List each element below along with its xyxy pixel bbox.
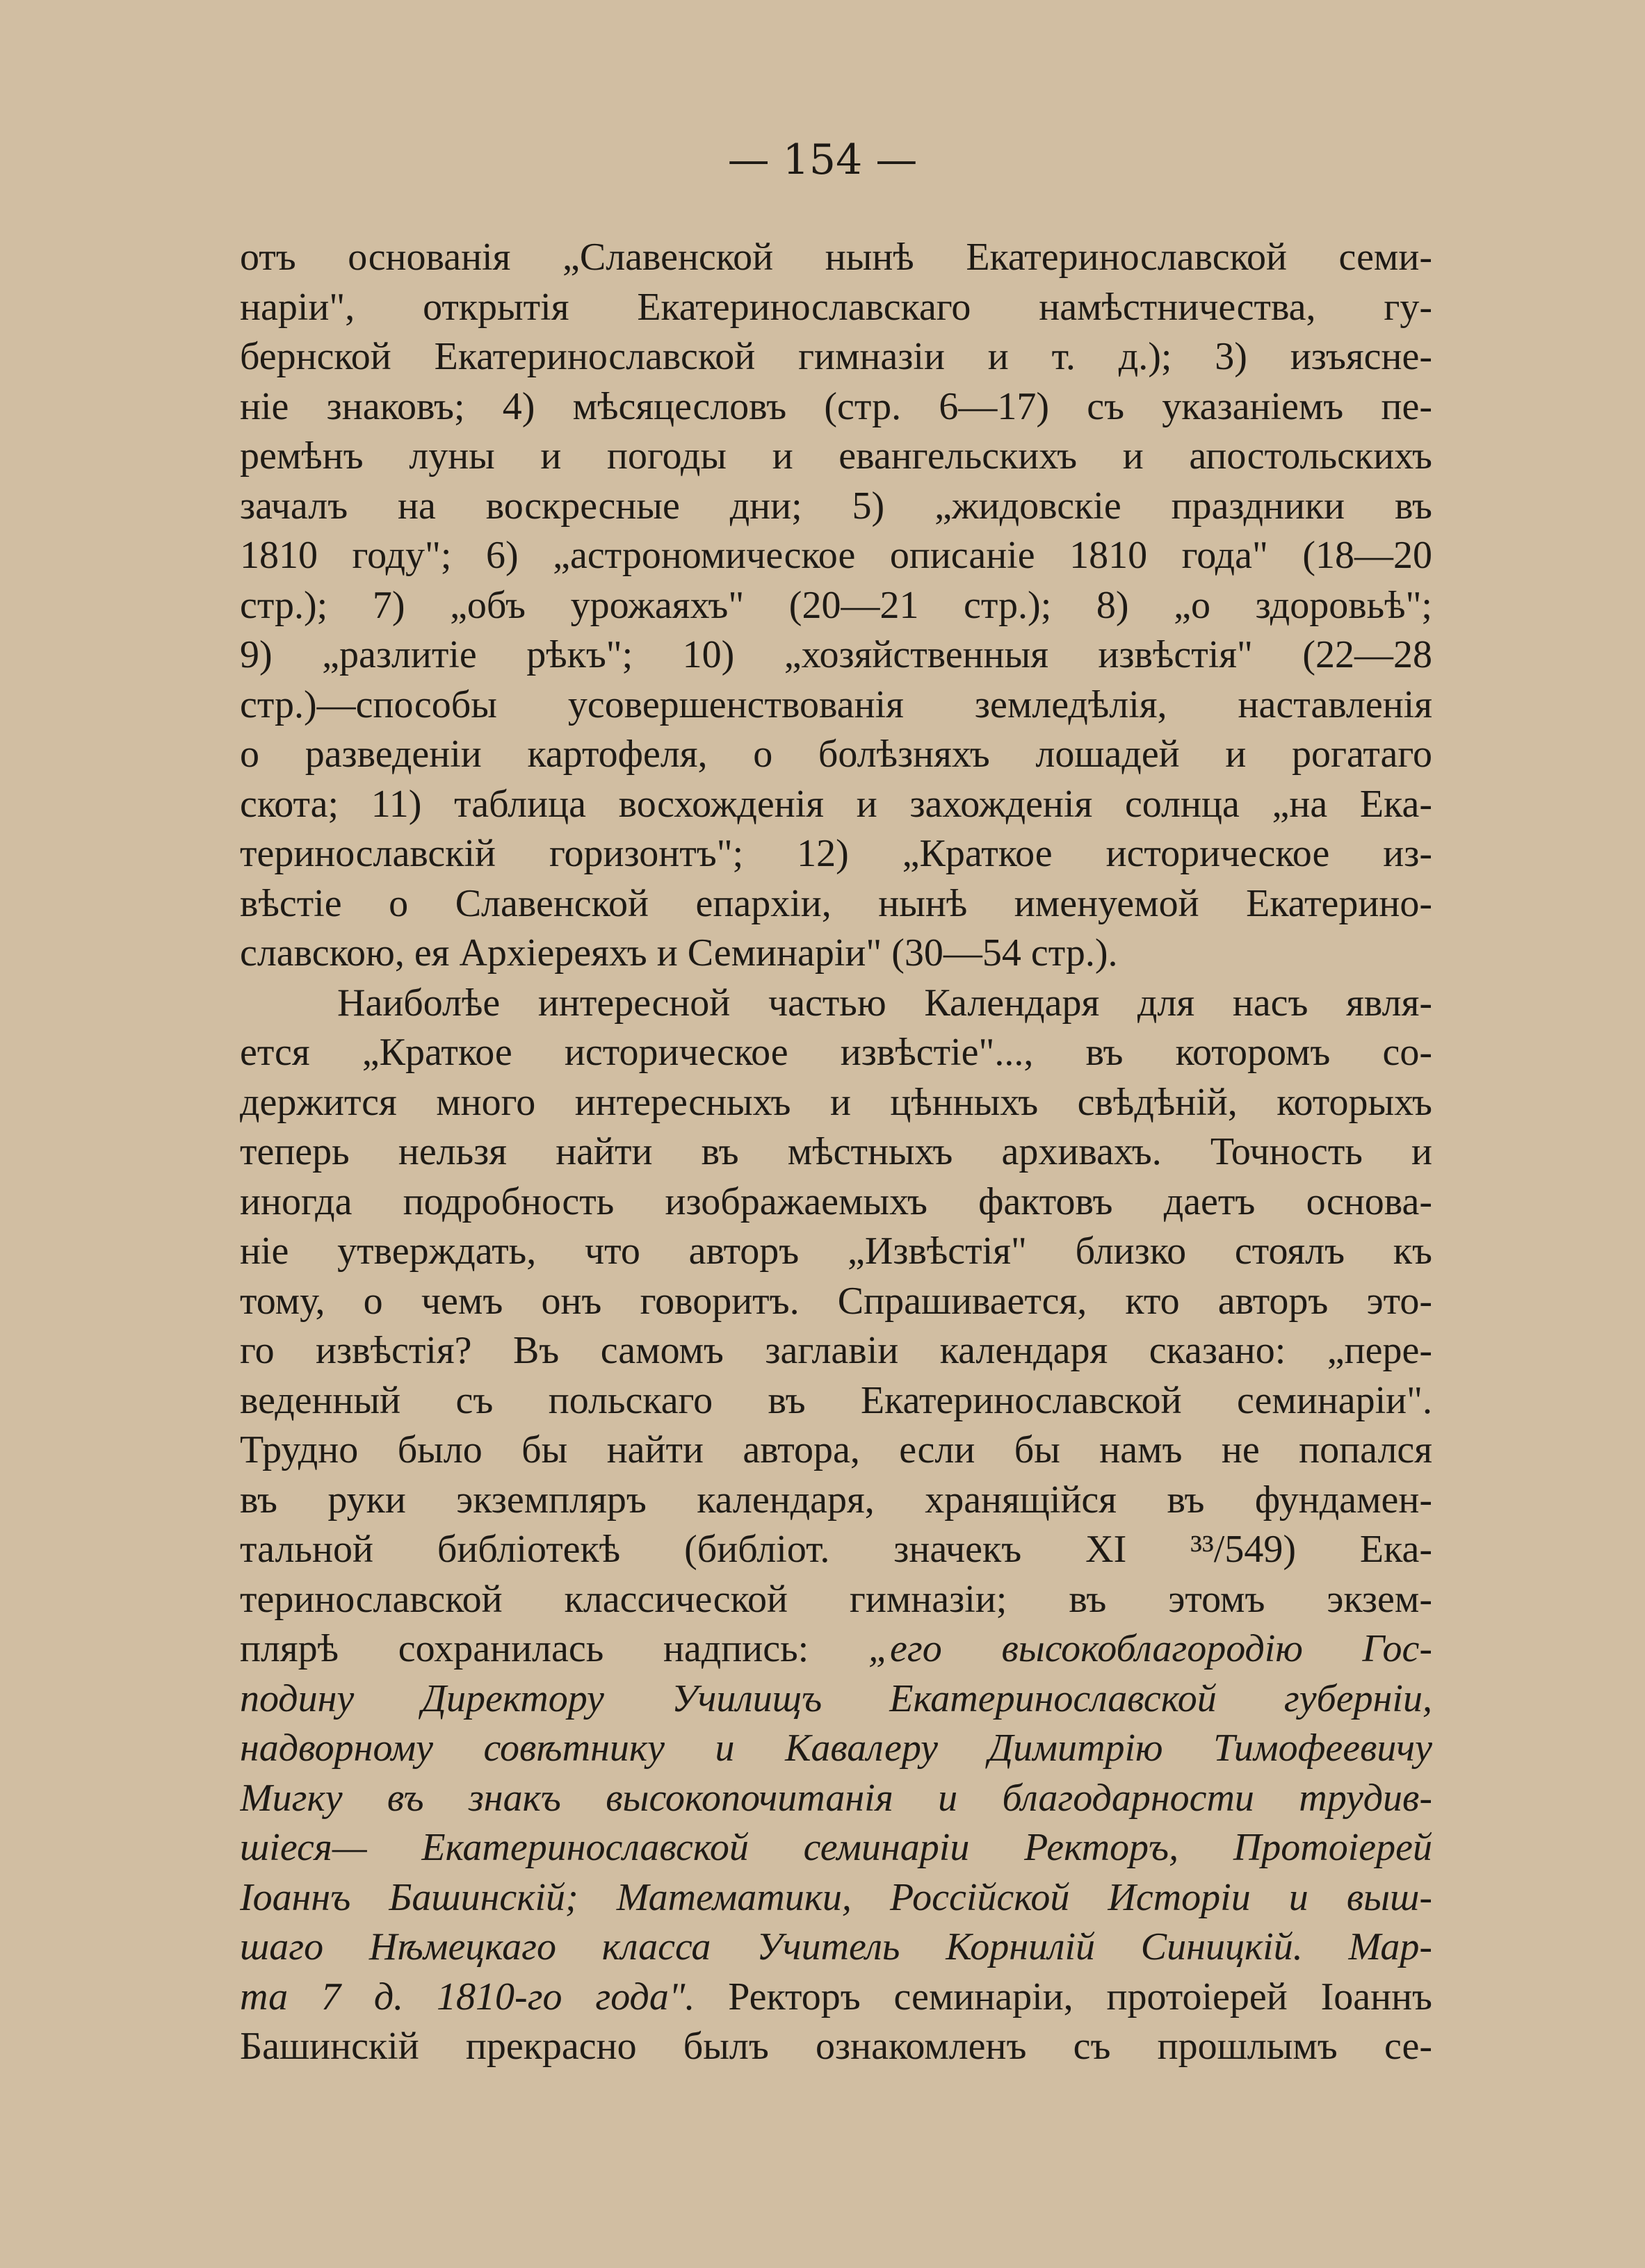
text-run: славскою, ея Архіереяхъ и Семинаріи" (30—54 стр.). <box>240 931 1118 974</box>
text-run: 9) „разлитіе рѣкъ"; 10) „хозяйственныя извѣстія" (22—28 <box>240 633 1432 676</box>
text-line <box>240 1724 1432 1774</box>
text-run: зачалъ на воскресные дни; 5) „жидовскіе праздники въ <box>240 484 1432 528</box>
text-line <box>240 1624 1432 1674</box>
text-run: бернской Екатеринославской гимназіи и т. д.); 3) изъясне- <box>240 335 1432 378</box>
text-run: тальной библіотекѣ (библіот. значекъ XI ³³/549) Ека- <box>240 1528 1432 1571</box>
italic-quote: Мигку въ знакъ высокопочитанія и благодарности трудив- <box>240 1776 1432 1820</box>
text-run: тому, о чемъ онъ говоритъ. Спрашивается, кто авторъ это- <box>240 1279 1432 1323</box>
text-run: Ректоръ семинаріи, протоіерей Іоаннъ <box>695 1975 1432 2018</box>
text-run: держится много интересныхъ и цѣнныхъ свѣдѣній, которыхъ <box>240 1080 1432 1124</box>
text-run: Башинскій прекрасно былъ ознакомленъ съ прошлымъ се- <box>240 2025 1432 2068</box>
italic-quote: та 7 д. 1810-го года". <box>240 1975 695 2018</box>
body-text <box>240 233 1432 2072</box>
italic-quote: шіеся— Екатеринославской семинаріи Ректоръ, Протоіерей <box>240 1826 1432 1869</box>
text-line <box>240 1525 1432 1575</box>
italic-quote: надворному совѣтнику и Кавалеру Димитрію Тимофеевичу <box>240 1727 1432 1770</box>
text-run: вѣстіе о Славенской епархіи, нынѣ именуемой Екатерино- <box>240 881 1432 925</box>
text-run: Трудно было бы найти автора, если бы намъ не попался <box>240 1428 1432 1471</box>
text-run: теперь нельзя найти въ мѣстныхъ архивахъ. Точность и <box>240 1130 1432 1173</box>
text-line <box>240 1873 1432 1923</box>
text-run: скота; 11) таблица восхожденія и захожденія солнца „на Ека- <box>240 782 1432 826</box>
text-line <box>240 382 1432 432</box>
text-line <box>240 2022 1432 2072</box>
text-run: Наиболѣе интересной частью Календаря для насъ явля- <box>337 981 1432 1025</box>
text-line <box>240 1028 1432 1078</box>
text-run: наріи", открытія Екатеринославскаго намѣстничества, гу- <box>240 285 1432 329</box>
text-line <box>240 332 1432 382</box>
text-line <box>240 780 1432 830</box>
text-line <box>240 879 1432 929</box>
italic-quote: „его высокоблагородію Гос- <box>868 1627 1432 1670</box>
text-line <box>240 1326 1432 1376</box>
text-line <box>240 432 1432 482</box>
text-line <box>240 283 1432 333</box>
text-run: отъ основанія „Славенской нынѣ Екатеринославской семи- <box>240 236 1432 279</box>
text-line <box>240 233 1432 283</box>
text-line <box>240 1227 1432 1277</box>
text-run: веденный съ польскаго въ Екатеринославской семинаріи". <box>240 1378 1432 1422</box>
text-run: ремѣнъ луны и погоды и евангельскихъ и апостольскихъ <box>240 434 1432 478</box>
text-run: плярѣ сохранилась надпись: <box>240 1627 868 1670</box>
text-run: о разведеніи картофеля, о болѣзняхъ лошадей и рогатаго <box>240 733 1432 776</box>
text-run: теринославской классической гимназіи; въ этомъ экзем- <box>240 1577 1432 1621</box>
italic-quote: подину Директору Училищъ Екатеринославской губерніи, <box>240 1676 1432 1720</box>
text-line <box>240 829 1432 879</box>
text-line <box>240 1575 1432 1625</box>
text-line <box>240 1476 1432 1526</box>
text-run: ніе знаковъ; 4) мѣсяцесловъ (стр. 6—17) съ указаніемъ пе- <box>240 384 1432 428</box>
text-line <box>240 1973 1432 2023</box>
text-line <box>240 1376 1432 1426</box>
text-run: въ руки экземпляръ календаря, хранящійся въ фундамен- <box>240 1478 1432 1521</box>
page-number: — 154 — <box>727 136 918 184</box>
text-line <box>240 1774 1432 1824</box>
italic-quote: Іоаннъ Башинскій; Математики, Россійской Исторіи и выш- <box>240 1875 1432 1919</box>
text-line <box>240 531 1432 581</box>
text-line <box>240 1426 1432 1476</box>
text-line <box>240 1674 1432 1724</box>
text-run: иногда подробность изображаемыхъ фактовъ даетъ основа- <box>240 1180 1432 1223</box>
text-line <box>240 581 1432 631</box>
text-line <box>240 1078 1432 1128</box>
text-line <box>240 1923 1432 1973</box>
text-line <box>240 730 1432 780</box>
text-run: стр.); 7) „объ урожаяхъ" (20—21 стр.); 8) „о здоровьѣ"; <box>240 583 1432 627</box>
text-run: теринославскій горизонтъ"; 12) „Краткое историческое из- <box>240 832 1432 875</box>
text-run: стр.)—способы усовершенствованія земледѣлія, наставленія <box>240 683 1432 726</box>
text-run: го извѣстія? Въ самомъ заглавіи календаря сказано: „пере- <box>240 1329 1432 1372</box>
text-line <box>240 680 1432 731</box>
text-line <box>240 630 1432 680</box>
text-line <box>240 1127 1432 1177</box>
text-run: ется „Краткое историческое извѣстіе"..., въ которомъ со- <box>240 1031 1432 1074</box>
text-line <box>240 1277 1432 1327</box>
text-line <box>240 1177 1432 1227</box>
text-run: 1810 году"; 6) „астрономическое описаніе 1810 года" (18—20 <box>240 534 1432 577</box>
text-line <box>240 979 1432 1029</box>
text-run: ніе утверждать, что авторъ „Извѣстія" близко стоялъ къ <box>240 1230 1432 1273</box>
italic-quote: шаго Нѣмецкаго класса Учитель Корнилій Синицкій. Мар- <box>240 1925 1432 1968</box>
text-line <box>240 1823 1432 1873</box>
text-line <box>240 482 1432 532</box>
text-line <box>240 929 1432 979</box>
